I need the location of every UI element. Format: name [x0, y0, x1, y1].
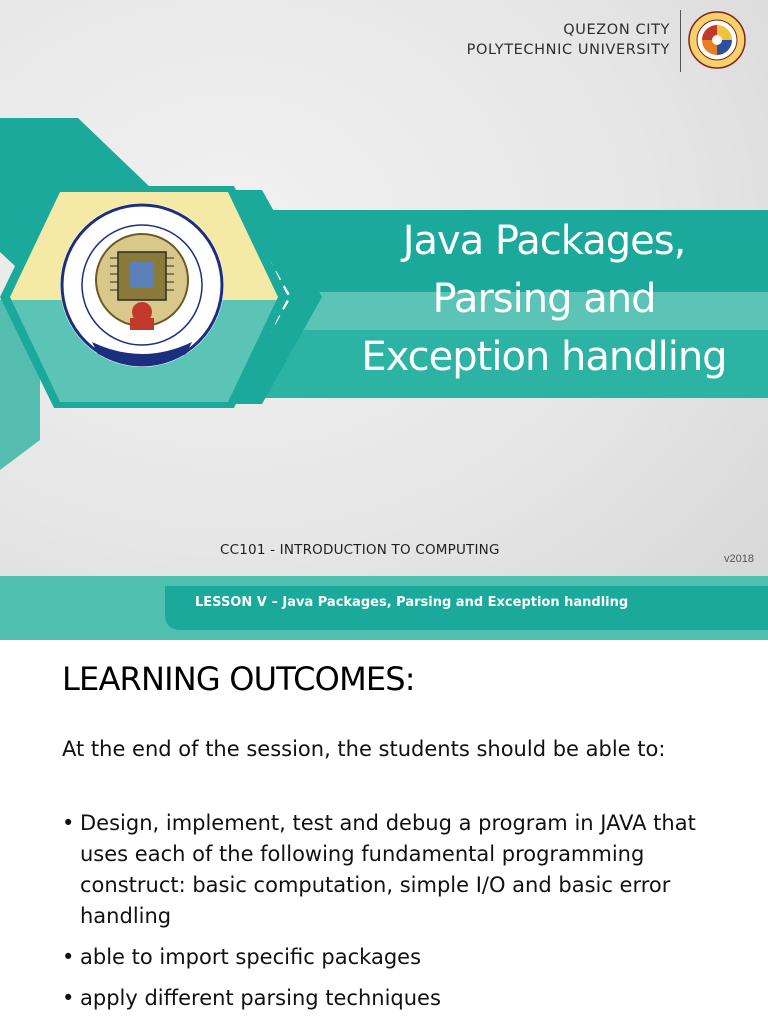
university-name — [330, 20, 670, 60]
list-item — [62, 808, 742, 932]
title-line1: Java Packages, — [402, 218, 686, 264]
slide-title — [320, 212, 768, 386]
qcpu-seal-logo — [688, 11, 746, 69]
header-divider — [680, 10, 681, 72]
list-item — [62, 942, 742, 973]
version-label: v2018 — [724, 553, 754, 565]
lesson-label: LESSON V – Java Packages, Parsing and Exception handling — [195, 595, 629, 610]
outcome-text: apply different parsing techniques — [80, 986, 441, 1010]
title-line3: Exception handling — [361, 334, 727, 380]
university-line2: POLYTECHNIC UNIVERSITY — [466, 42, 670, 58]
bsit-seal — [60, 203, 224, 367]
bullet-icon: • — [62, 811, 75, 835]
outcome-text: able to import specific packages — [80, 945, 422, 969]
learning-outcomes-slide — [0, 640, 768, 1024]
outcome-text: Design, implement, test and debug a program in JAVA that uses each of the following fundamental programming construct: basic computation, simple I/O and basic error handling — [80, 811, 696, 928]
outcomes-intro: At the end of the session, the students should be able to: — [62, 737, 666, 761]
list-item — [62, 983, 742, 1014]
outcomes-heading: LEARNING OUTCOMES: — [62, 660, 415, 698]
bullet-icon: • — [62, 945, 75, 969]
course-label: CC101 - INTRODUCTION TO COMPUTING — [220, 542, 500, 558]
title-line2: Parsing and — [432, 276, 656, 322]
university-line1: QUEZON CITY — [563, 22, 670, 38]
outcomes-list — [62, 808, 742, 1024]
bullet-icon: • — [62, 986, 75, 1010]
